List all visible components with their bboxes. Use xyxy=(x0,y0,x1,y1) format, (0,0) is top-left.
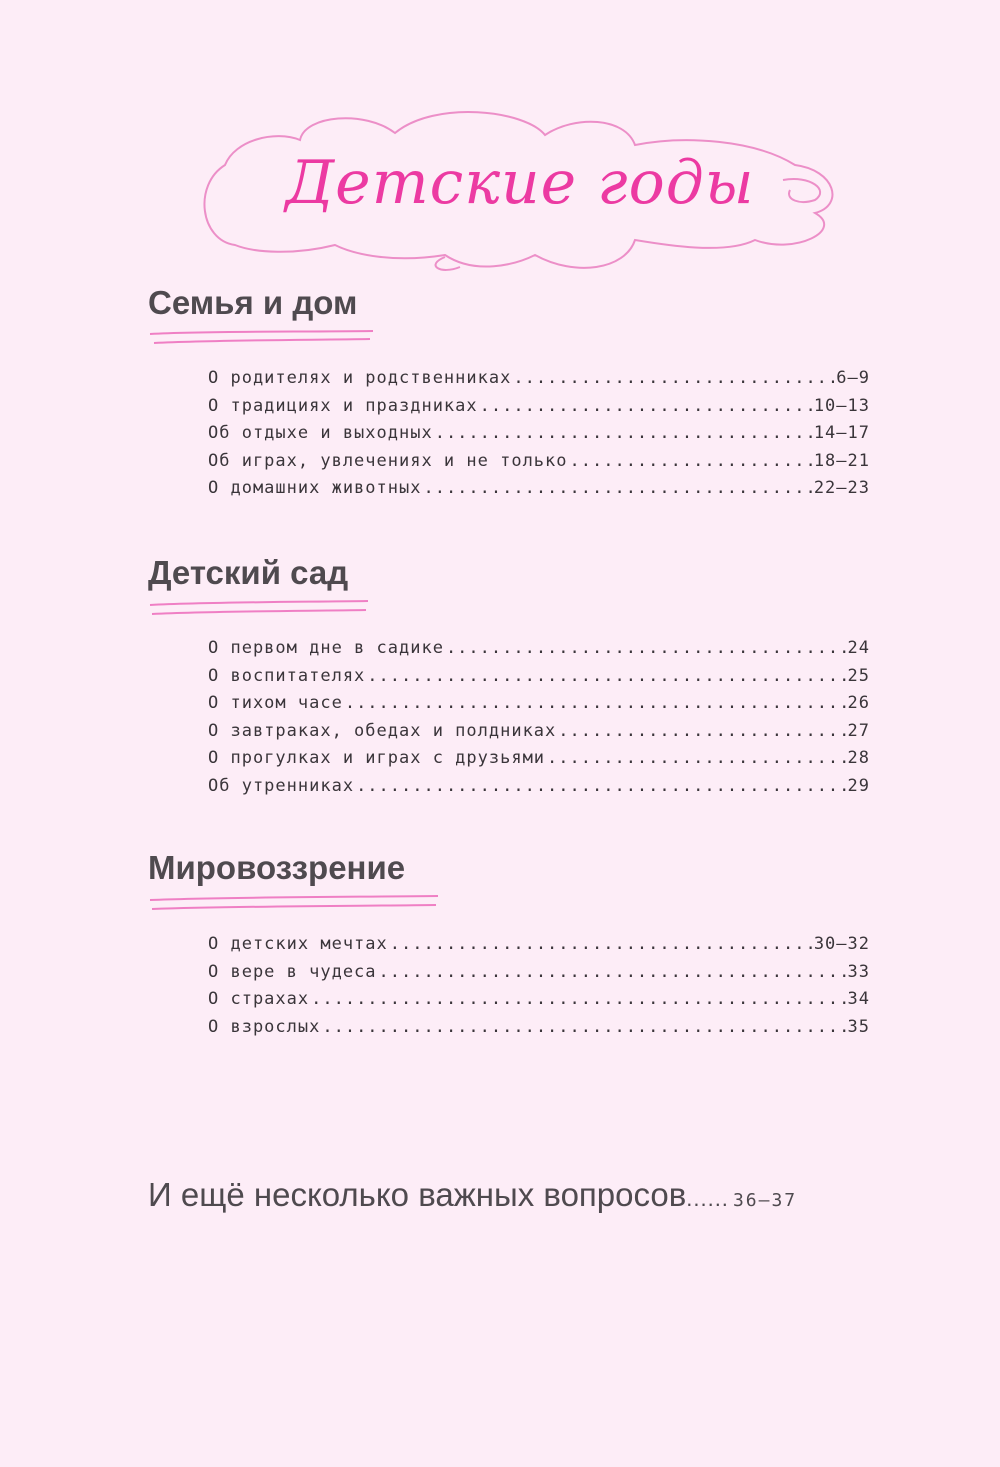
leader-dots xyxy=(356,776,845,796)
leader-dots xyxy=(570,451,812,471)
toc-entry-page: 36–37 xyxy=(732,1190,798,1211)
toc-entry[interactable] xyxy=(208,368,870,396)
toc-entry-page: 34 xyxy=(847,989,870,1009)
section-heading-kindergarten xyxy=(148,553,908,619)
leader-dots xyxy=(322,1017,845,1037)
toc-entry-page: 35 xyxy=(847,1016,870,1037)
toc-entry-page: 33 xyxy=(847,961,870,982)
section-heading: Семья и дом xyxy=(148,284,358,321)
toc-entry-page: 25 xyxy=(847,665,870,686)
section-heading: Детский сад xyxy=(148,554,349,591)
toc-entry-page: 27 xyxy=(847,720,870,741)
toc-entry[interactable] xyxy=(208,748,870,776)
toc-entry-label: И ещё несколько важных вопросов xyxy=(148,1176,687,1213)
toc-entry-page: 24 xyxy=(847,638,870,658)
toc-entry-label: О первом дне в садике xyxy=(208,638,444,658)
page-title: Детские годы xyxy=(285,148,755,218)
section-heading-family xyxy=(148,283,908,349)
toc-entry-page: 18–21 xyxy=(813,450,870,471)
toc-entry-page: 29 xyxy=(847,775,870,796)
toc-entry[interactable] xyxy=(208,396,870,424)
toc-list-worldview xyxy=(208,934,870,1044)
toc-entry-label: О родителях и родственниках xyxy=(208,368,512,388)
toc-entry-page: 26 xyxy=(847,693,870,713)
leader-dots xyxy=(367,666,845,686)
leader-dots xyxy=(423,478,811,498)
toc-entry[interactable] xyxy=(208,962,870,990)
underline-decoration xyxy=(148,327,378,349)
toc-entry-page: 6–9 xyxy=(836,368,870,388)
toc-entry-extra[interactable] xyxy=(148,1176,797,1214)
toc-entry[interactable] xyxy=(208,478,870,506)
leader-dots xyxy=(311,989,845,1009)
underline-decoration xyxy=(148,892,448,914)
toc-entry[interactable] xyxy=(208,451,870,479)
leader-dots: ...... xyxy=(686,1186,729,1211)
toc-entry-page: 28 xyxy=(847,748,870,768)
toc-entry[interactable] xyxy=(208,693,870,721)
toc-entry-page: 30–32 xyxy=(813,934,870,954)
leader-dots xyxy=(547,748,845,768)
toc-entry-label: О взрослых xyxy=(208,1016,321,1037)
toc-list-kindergarten xyxy=(208,638,870,803)
toc-entry-label: Об утренниках xyxy=(208,775,355,796)
toc-entry-page: 10–13 xyxy=(813,395,870,416)
leader-dots xyxy=(446,638,846,658)
leader-dots xyxy=(435,423,812,443)
leader-dots xyxy=(379,962,846,982)
toc-entry[interactable] xyxy=(208,776,870,804)
toc-entry-label: О традициях и праздниках xyxy=(208,395,478,416)
leader-dots xyxy=(480,396,812,416)
toc-entry-label: О тихом часе xyxy=(208,693,343,713)
leader-dots xyxy=(390,934,812,954)
toc-list-family xyxy=(208,368,870,506)
section-heading: Мировоззрение xyxy=(148,849,406,886)
underline-decoration xyxy=(148,597,378,619)
toc-entry-label: Об отдыхе и выходных xyxy=(208,423,433,443)
toc-entry[interactable] xyxy=(208,721,870,749)
toc-entry-label: О воспитателях xyxy=(208,665,366,686)
toc-entry-label: О детских мечтах xyxy=(208,934,388,954)
title-block xyxy=(195,105,845,280)
leader-dots xyxy=(513,368,834,388)
toc-entry-label: О страхах xyxy=(208,989,310,1009)
toc-entry[interactable] xyxy=(208,989,870,1017)
toc-entry-label: О домашних животных xyxy=(208,478,422,498)
toc-entry[interactable] xyxy=(208,666,870,694)
toc-entry-page: 14–17 xyxy=(813,423,870,443)
toc-entry-label: О прогулках и играх с друзьями xyxy=(208,748,546,768)
toc-entry[interactable] xyxy=(208,423,870,451)
section-heading-worldview xyxy=(148,848,908,914)
leader-dots xyxy=(558,721,845,741)
toc-entry-label: Об играх, увлечениях и не только xyxy=(208,450,568,471)
toc-entry-label: О завтраках, обедах и полдниках xyxy=(208,720,557,741)
toc-entry-label: О вере в чудеса xyxy=(208,961,377,982)
toc-entry[interactable] xyxy=(208,1017,870,1045)
leader-dots xyxy=(345,693,846,713)
toc-entry[interactable] xyxy=(208,934,870,962)
toc-entry[interactable] xyxy=(208,638,870,666)
toc-entry-page: 22–23 xyxy=(813,478,870,498)
